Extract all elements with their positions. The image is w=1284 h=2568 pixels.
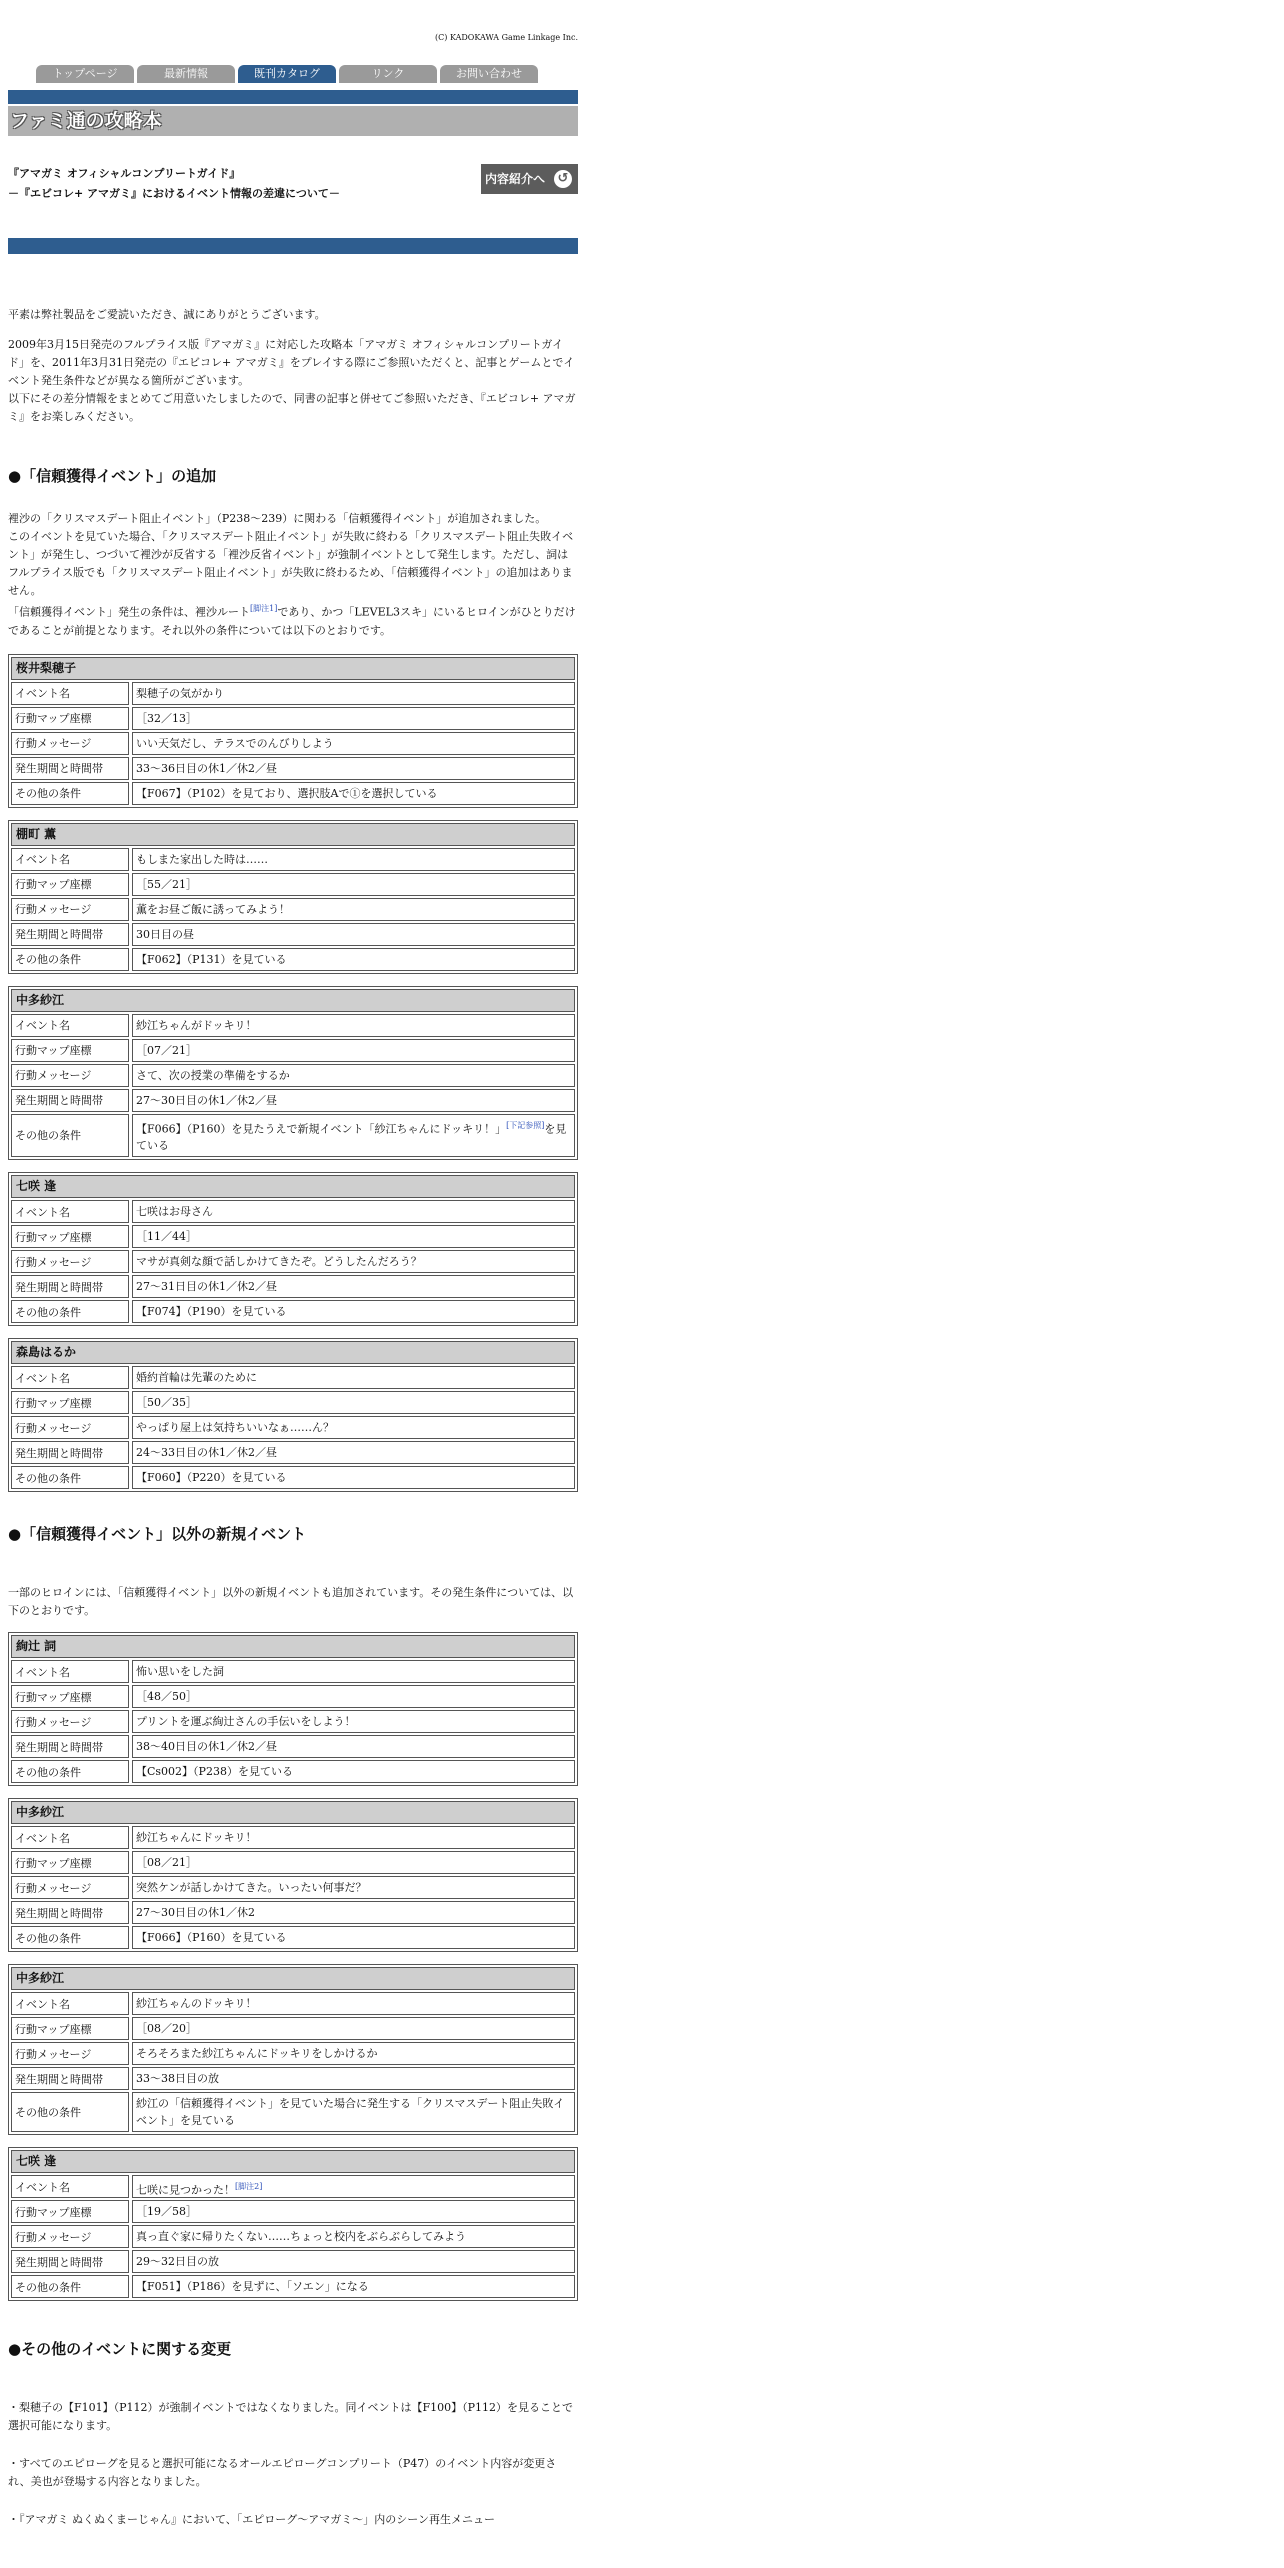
event-row-label: 発生期間と時間帯	[11, 2250, 129, 2273]
event-table	[8, 986, 578, 1161]
event-row-label: その他の条件	[11, 1300, 129, 1323]
event-row-value	[132, 757, 575, 780]
copyright: (C) KADOKAWA Game Linkage Inc.	[435, 33, 578, 42]
event-row	[11, 1300, 575, 1323]
guide-header	[8, 164, 578, 234]
event-row-value	[132, 1114, 575, 1158]
event-row-label: 行動メッセージ	[11, 1416, 129, 1439]
event-row-label: その他の条件	[11, 2092, 129, 2132]
event-value-text: 27～30日目の休1／休2／昼	[136, 1093, 277, 1107]
event-value-text: ［08／21］	[136, 1856, 197, 1870]
event-row	[11, 848, 575, 871]
event-row-label: 行動メッセージ	[11, 1250, 129, 1273]
event-row-label: 行動メッセージ	[11, 1710, 129, 1733]
event-table	[8, 1632, 578, 1786]
event-row	[11, 1114, 575, 1158]
event-row-label: 行動マップ座標	[11, 707, 129, 730]
event-row-value	[132, 1300, 575, 1323]
event-row-label: 発生期間と時間帯	[11, 1089, 129, 1112]
event-row	[11, 898, 575, 921]
event-value-text: 38～40日目の休1／休2／昼	[136, 1740, 277, 1754]
tab-contact[interactable]: お問い合わせ	[440, 65, 538, 83]
event-row	[11, 2225, 575, 2248]
event-row-value	[132, 898, 575, 921]
event-row	[11, 1441, 575, 1464]
event-row-label: 発生期間と時間帯	[11, 1441, 129, 1464]
event-row	[11, 1039, 575, 1062]
tab-top[interactable]: トップページ	[36, 65, 134, 83]
event-row-value	[132, 2042, 575, 2065]
event-row-value	[132, 1735, 575, 1758]
section-new-text: 一部のヒロインには、「信頼獲得イベント」以外の新規イベントも追加されています。その発生条件については、以下のとおりです。	[8, 1586, 574, 1618]
event-value-text: 婚約首輪は先輩のために	[136, 1371, 257, 1385]
event-value-text: 紗江ちゃんのドッキリ！	[136, 1997, 257, 2011]
logo: ファミ通の攻略本	[8, 104, 578, 136]
event-row-value	[132, 1441, 575, 1464]
nav-tabs	[36, 62, 578, 80]
event-value-text: 【F066】（P160）を見ている	[136, 1931, 287, 1945]
event-value-text: もしまた家出した時は……	[136, 852, 268, 866]
event-row	[11, 1275, 575, 1298]
tab-links[interactable]: リンク	[339, 65, 437, 83]
event-value-text: 【Cs002】（P238）を見ている	[136, 1765, 293, 1779]
event-value-text: 【F060】（P220）を見ている	[136, 1471, 287, 1485]
event-heroine-name: 森島はるか	[11, 1341, 575, 1364]
event-row-value	[132, 1710, 575, 1733]
event-row-label: 行動メッセージ	[11, 2225, 129, 2248]
event-row	[11, 2200, 575, 2223]
page	[8, 0, 578, 2529]
event-row-label: 発生期間と時間帯	[11, 2067, 129, 2090]
event-value-text: 紗江ちゃんがドッキリ！	[136, 1018, 257, 1032]
event-row-value	[132, 707, 575, 730]
event-row-value	[132, 1660, 575, 1683]
event-value-text: 33～38日目の放	[136, 2072, 219, 2086]
event-row-value	[132, 2067, 575, 2090]
event-row-value	[132, 1851, 575, 1874]
event-heroine-name: 中多紗江	[11, 989, 575, 1012]
event-row	[11, 1391, 575, 1414]
event-row-label: 発生期間と時間帯	[11, 923, 129, 946]
event-row-value	[132, 2250, 575, 2273]
event-row	[11, 2017, 575, 2040]
event-row-value	[132, 2225, 575, 2248]
event-row	[11, 732, 575, 755]
event-row-value	[132, 1039, 575, 1062]
event-row-label: その他の条件	[11, 1466, 129, 1489]
event-table	[8, 2147, 578, 2301]
event-row	[11, 1089, 575, 1112]
tab-news[interactable]: 最新情報	[137, 65, 235, 83]
event-row	[11, 707, 575, 730]
event-row	[11, 2067, 575, 2090]
event-value-text: ［32／13］	[136, 711, 197, 725]
other-item-3: ・『アマガミ ぬくぬくまーじゃん』において、「エピローグ～アマガミ～」内のシーン再生メニュー	[8, 2513, 496, 2527]
event-value-text: 【F051】（P186）を見ずに、「ソエン」になる	[136, 2280, 369, 2294]
event-row-label: 行動メッセージ	[11, 1064, 129, 1087]
new-events	[8, 1632, 578, 2301]
event-heroine-name: 七咲 逢	[11, 1175, 575, 1198]
event-row-label: 行動メッセージ	[11, 1876, 129, 1899]
footnote-2-link[interactable]: [脚注2]	[235, 2182, 263, 2192]
event-row-label: 発生期間と時間帯	[11, 1275, 129, 1298]
intro-body: 2009年3月15日発売のフルプライス版『アマガミ』に対応した攻略本「アマガミ オフィシャルコンプリートガイド」を、2011年3月31日発売の『エビコレ+ アマガミ』をプレイする際にご参照いただくと、記事とゲームとでイベント発生条件などが異なる箇所がございます。 以下にその差分情報をまとめてご用意いたしましたので、同書の記事と併せてご参照いただき、『エビコレ+ アマガミ』をお楽しみください。	[8, 338, 576, 423]
event-row-label: その他の条件	[11, 1760, 129, 1783]
event-row-value	[132, 1366, 575, 1389]
event-value-text: ［48／50］	[136, 1690, 197, 1704]
section-heading-trust: ●「信頼獲得イベント」の追加	[8, 467, 217, 485]
event-value-text: 30日目の昼	[136, 927, 194, 941]
event-value-text: プリントを運ぶ絢辻さんの手伝いをしよう！	[136, 1715, 356, 1729]
event-row	[11, 1710, 575, 1733]
event-row-value	[132, 1416, 575, 1439]
event-row	[11, 2275, 575, 2298]
section-trust-text2	[8, 600, 578, 640]
event-row-value	[132, 1901, 575, 1924]
section-heading-new: ●「信頼獲得イベント」以外の新規イベント	[8, 1525, 307, 1544]
event-value-text: さて、次の授業の準備をするか	[136, 1068, 290, 1082]
event-value-text: いい天気だし、テラスでのんびりしよう	[136, 736, 334, 750]
event-value-text: 七咲に見つかった！	[136, 2183, 235, 2197]
event-row-value	[132, 1089, 575, 1112]
event-row	[11, 1064, 575, 1087]
event-row	[11, 873, 575, 896]
event-row-label: 行動マップ座標	[11, 873, 129, 896]
event-row-value	[132, 1225, 575, 1248]
event-row-label: 行動メッセージ	[11, 2042, 129, 2065]
event-value-text: 24～33日目の休1／休2／昼	[136, 1446, 277, 1460]
other-item-2: ・すべてのエピローグを見ると選択可能になるオールエピローグコンプリート（P47）のイベント内容が変更され、美也が登場する内容となりました。	[8, 2457, 557, 2489]
event-table	[8, 1172, 578, 1326]
event-row	[11, 1992, 575, 2015]
event-row	[11, 1466, 575, 1489]
guide-subtitle: －『エビコレ+ アマガミ』におけるイベント情報の差違について－	[8, 187, 340, 200]
event-row	[11, 1200, 575, 1223]
event-value-text: 27～30日目の休1／休2	[136, 1906, 255, 1920]
event-value-text: 33～36日目の休1／休2／昼	[136, 761, 277, 775]
event-row-value	[132, 948, 575, 971]
event-row	[11, 1926, 575, 1949]
event-row-value	[132, 873, 575, 896]
event-value-text: 【F067】（P102）を見ており、選択肢Aで①を選択している	[136, 786, 438, 800]
event-value-text: やっぱり屋上は気持ちいいなぁ……ん？	[136, 1421, 334, 1435]
event-row-label: 行動マップ座標	[11, 1851, 129, 1874]
event-row-value	[132, 732, 575, 755]
event-value-text: 【F074】（P190）を見ている	[136, 1305, 287, 1319]
event-value-text: ［50／35］	[136, 1396, 197, 1410]
event-row-value	[132, 2200, 575, 2223]
event-heroine-name: 中多紗江	[11, 1801, 575, 1824]
event-value-text: マサが真剣な顔で話しかけてきたぞ。どうしたんだろう？	[136, 1255, 422, 1269]
section-heading-other: ●その他のイベントに関する変更	[8, 2340, 232, 2359]
event-value-tail: を見ている	[136, 1122, 567, 1153]
event-value-text: ［07／21］	[136, 1043, 197, 1057]
arrow-back-icon: ↺	[554, 170, 572, 188]
event-row-value	[132, 1466, 575, 1489]
event-value-text: ［19／58］	[136, 2205, 197, 2219]
event-row-label: その他の条件	[11, 2275, 129, 2298]
event-row	[11, 1901, 575, 1924]
event-row-value	[132, 682, 575, 705]
event-row-value	[132, 2092, 575, 2132]
event-value-text: ［11／44］	[136, 1230, 197, 1244]
event-row-label: その他の条件	[11, 1926, 129, 1949]
event-row-label: イベント名	[11, 1660, 129, 1683]
event-row	[11, 1250, 575, 1273]
event-row-label: 行動メッセージ	[11, 898, 129, 921]
guide-title: 『アマガミ オフィシャルコンプリートガイド』	[8, 167, 241, 180]
event-table	[8, 1964, 578, 2135]
event-value-text: ［08／20］	[136, 2022, 197, 2036]
event-row	[11, 2042, 575, 2065]
header-bar	[8, 90, 578, 104]
event-row	[11, 757, 575, 780]
event-row	[11, 782, 575, 805]
other-item-1: ・梨穂子の【F101】（P112）が強制イベントではなくなりました。同イベントは【F100】（P112）を見ることで選択可能になります。	[8, 2401, 574, 2433]
event-heroine-name: 七咲 逢	[11, 2150, 575, 2173]
event-row-value	[132, 848, 575, 871]
event-table	[8, 654, 578, 808]
event-row-label: その他の条件	[11, 782, 129, 805]
event-row-label: 発生期間と時間帯	[11, 1901, 129, 1924]
event-row-value	[132, 1014, 575, 1037]
event-value-text: 突然ケンが話しかけてきた。いったい何事だ？	[136, 1881, 367, 1895]
event-row-label: イベント名	[11, 682, 129, 705]
trust-cond-b: であり、かつ「LEVEL3スキ」にいるヒロインがひとりだけであることが前提となります。それ以外の条件については以下のとおりです。	[8, 605, 576, 637]
event-row	[11, 948, 575, 971]
event-value-text: 七咲はお母さん	[136, 1205, 213, 1219]
event-value-text: 27～31日目の休1／休2／昼	[136, 1280, 277, 1294]
event-value-text: そろそろまた紗江ちゃんにドッキリをしかけるか	[136, 2047, 378, 2061]
event-value-text: 紗江ちゃんにドッキリ！	[136, 1831, 257, 1845]
event-row-label: イベント名	[11, 2175, 129, 2198]
event-row-value	[132, 923, 575, 946]
event-heroine-name: 棚町 薫	[11, 823, 575, 846]
section-trust-text: 裡沙の「クリスマスデート阻止イベント」（P238～239）に関わる「信頼獲得イベント」が追加されました。 このイベントを見ていた場合、「クリスマスデート阻止イベント」が失敗に終わる「クリスマスデート阻止失敗イベント」が発生し、つづいて裡沙が反省する「裡沙反省イベント」が強制イベントとして発生します。ただし、詞はフルプライス版でも「クリスマスデート阻止イベント」が失敗に終わるため、「信頼獲得イベント」の追加はありません。	[8, 512, 574, 597]
event-row	[11, 1685, 575, 1708]
event-row-value	[132, 782, 575, 805]
event-value-text: 薫をお昼ご飯に誘ってみよう！	[136, 902, 290, 916]
event-row-value	[132, 1876, 575, 1899]
event-row-label: 行動マップ座標	[11, 1039, 129, 1062]
event-row-label: イベント名	[11, 1366, 129, 1389]
event-heroine-name: 絢辻 詞	[11, 1635, 575, 1658]
event-row-value	[132, 1685, 575, 1708]
intro-greeting: 平素は弊社製品をご愛読いただき、誠にありがとうございます。	[8, 308, 326, 321]
content-intro-label: 内容紹介へ	[485, 172, 546, 186]
event-value-text: 【F066】（P160）を見たうえで新規イベント「紗江ちゃんにドッキリ！」	[136, 1122, 507, 1136]
event-value-text: 真っ直ぐ家に帰りたくない……ちょっと校内をぶらぶらしてみよう	[136, 2230, 466, 2244]
event-row	[11, 1014, 575, 1037]
event-row	[11, 923, 575, 946]
event-row	[11, 2175, 575, 2198]
event-value-text: ［55／21］	[136, 877, 197, 891]
event-row-label: 行動メッセージ	[11, 732, 129, 755]
event-heroine-name: 中多紗江	[11, 1967, 575, 1990]
event-row	[11, 1416, 575, 1439]
event-row-label: 発生期間と時間帯	[11, 1735, 129, 1758]
event-row-value	[132, 1826, 575, 1849]
event-row-label: その他の条件	[11, 1114, 129, 1158]
event-table	[8, 820, 578, 974]
event-row-label: イベント名	[11, 1014, 129, 1037]
event-row-value	[132, 1926, 575, 1949]
event-row-value	[132, 1064, 575, 1087]
event-value-text: 梨穂子の気がかり	[136, 686, 224, 700]
event-row	[11, 682, 575, 705]
event-row	[11, 2250, 575, 2273]
event-row	[11, 1760, 575, 1783]
event-row-value	[132, 1391, 575, 1414]
event-row	[11, 1660, 575, 1683]
event-row-value	[132, 1992, 575, 2015]
event-row-label: 行動マップ座標	[11, 1225, 129, 1248]
see-below-link[interactable]: [下記参照]	[506, 1120, 545, 1130]
event-table	[8, 1798, 578, 1952]
event-row-label: 行動マップ座標	[11, 2017, 129, 2040]
section-bar	[8, 238, 578, 254]
event-row-value	[132, 1275, 575, 1298]
event-table	[8, 1338, 578, 1492]
event-value-text: 怖い思いをした詞	[136, 1665, 224, 1679]
content-intro-button[interactable]	[481, 164, 578, 194]
tab-catalog[interactable]: 既刊カタログ	[238, 65, 336, 83]
event-heroine-name: 桜井梨穂子	[11, 657, 575, 680]
trust-events	[8, 654, 578, 1493]
event-row-label: その他の条件	[11, 948, 129, 971]
event-row-value	[132, 2175, 575, 2198]
event-row	[11, 1225, 575, 1248]
event-row-label: 行動マップ座標	[11, 1391, 129, 1414]
event-row	[11, 1366, 575, 1389]
event-row-label: イベント名	[11, 1992, 129, 2015]
trust-cond-a: 「信頼獲得イベント」発生の条件は、裡沙ルート	[8, 605, 250, 619]
event-row-value	[132, 2275, 575, 2298]
event-row-value	[132, 1760, 575, 1783]
event-row-value	[132, 1250, 575, 1273]
event-row-label: 行動マップ座標	[11, 2200, 129, 2223]
event-row	[11, 1876, 575, 1899]
event-row-label: 発生期間と時間帯	[11, 757, 129, 780]
event-row-label: 行動マップ座標	[11, 1685, 129, 1708]
event-row-label: イベント名	[11, 1826, 129, 1849]
footnote-1-link[interactable]: [脚注1]	[250, 604, 278, 613]
event-row	[11, 1851, 575, 1874]
event-row-value	[132, 2017, 575, 2040]
event-row	[11, 1826, 575, 1849]
event-row-label: イベント名	[11, 848, 129, 871]
event-row-value	[132, 1200, 575, 1223]
event-value-text: 紗江の「信頼獲得イベント」を見ていた場合に発生する「クリスマスデート阻止失敗イベント」を見ている	[136, 2097, 565, 2128]
event-row	[11, 2092, 575, 2132]
event-value-text: 29～32日目の放	[136, 2255, 219, 2269]
event-row	[11, 1735, 575, 1758]
event-value-text: 【F062】（P131）を見ている	[136, 952, 287, 966]
event-row-label: イベント名	[11, 1200, 129, 1223]
